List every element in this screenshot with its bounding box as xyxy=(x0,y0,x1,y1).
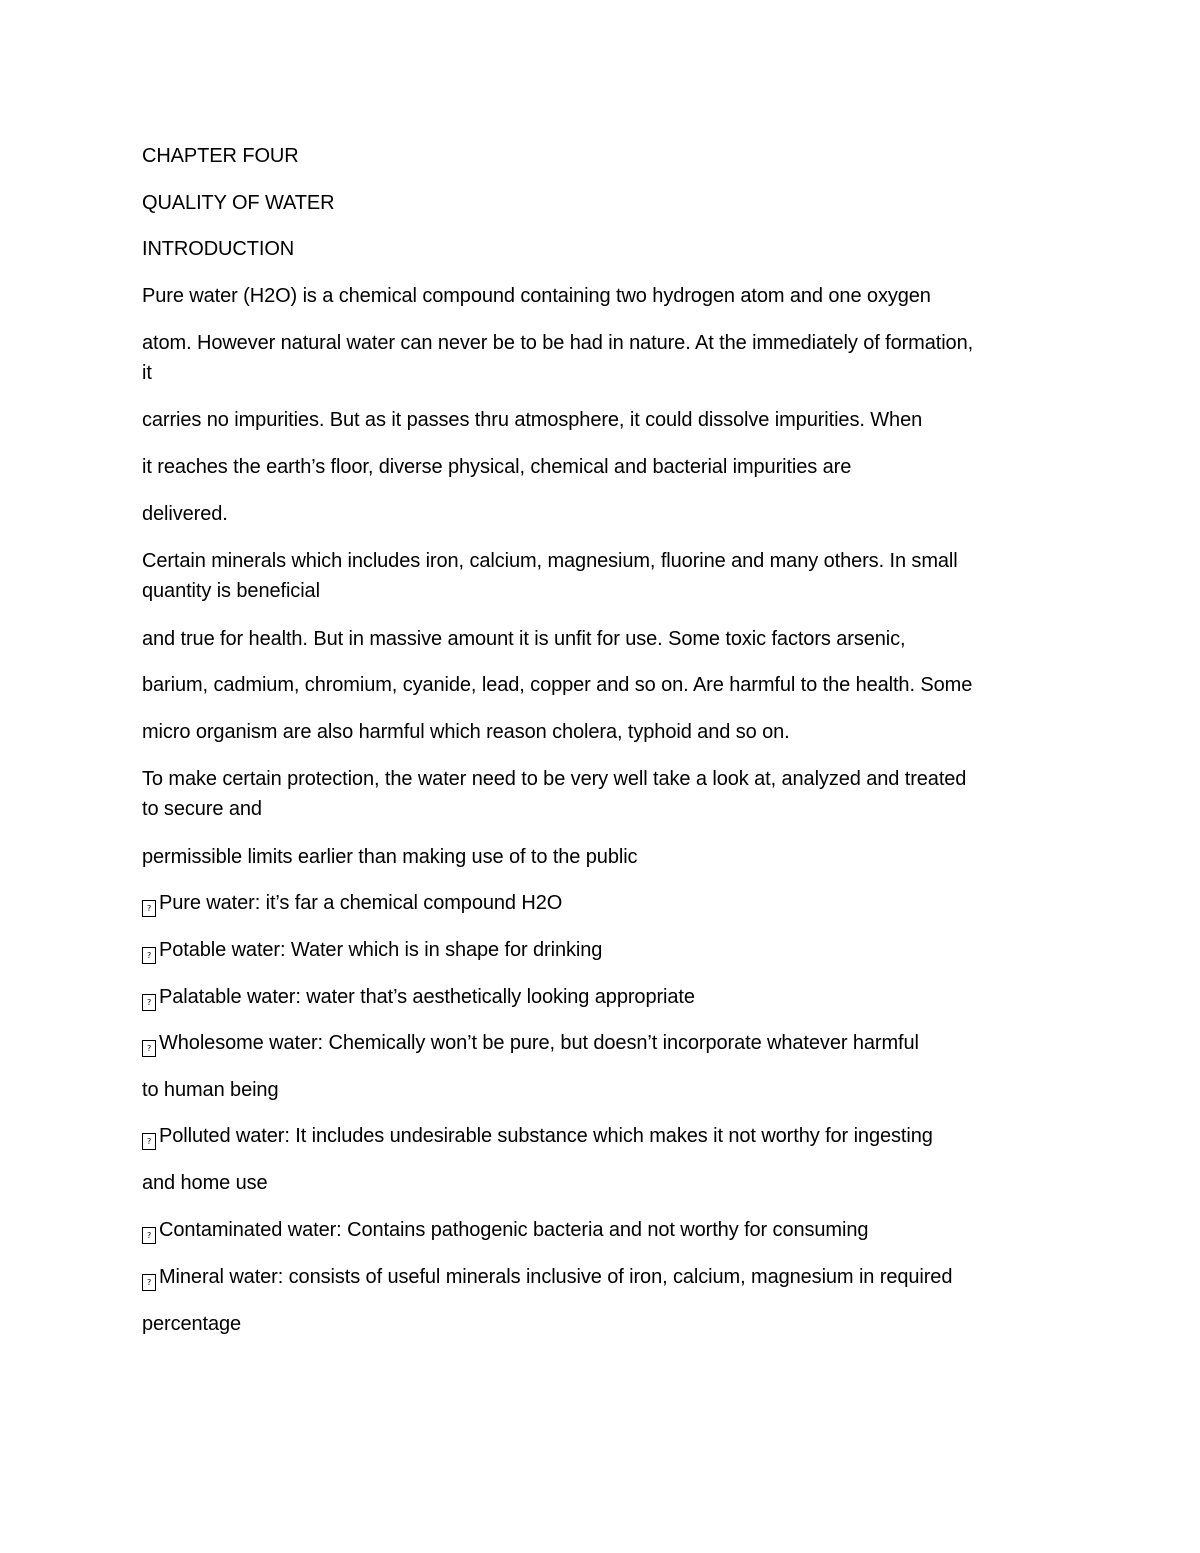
list-item-text: Wholesome water: Chemically won’t be pure, but doesn’t incorporate whatever harmful xyxy=(159,1032,919,1054)
list-item xyxy=(142,1215,1072,1245)
list-item-text: Contaminated water: Contains pathogenic bacteria and not worthy for consuming xyxy=(159,1219,869,1241)
list-item-text: Polluted water: It includes undesirable substance which makes it not worthy for ingesting xyxy=(159,1125,933,1147)
paragraph-line: Certain minerals which includes iron, calcium, magnesium, fluorine and many others. In small xyxy=(142,550,958,572)
page-title: QUALITY OF WATER xyxy=(142,192,335,214)
paragraph-line: quantity is beneficial xyxy=(142,580,320,602)
list-item xyxy=(142,888,1072,918)
missing-glyph-icon: ? xyxy=(142,1227,156,1244)
missing-glyph-icon: ? xyxy=(142,1133,156,1150)
list-item xyxy=(142,1262,1072,1292)
list-item xyxy=(142,935,1072,965)
paragraph-line: and true for health. But in massive amount it is unfit for use. Some toxic factors arsenic, xyxy=(142,628,906,650)
missing-glyph-icon: ? xyxy=(142,994,156,1011)
list-item xyxy=(142,1121,1072,1151)
chapter-heading: CHAPTER FOUR xyxy=(142,145,299,167)
paragraph-line: Pure water (H2O) is a chemical compound containing two hydrogen atom and one oxygen xyxy=(142,285,931,307)
missing-glyph-icon: ? xyxy=(142,1040,156,1057)
list-item-continuation: and home use xyxy=(142,1172,268,1194)
paragraph-line: To make certain protection, the water need to be very well take a look at, analyzed and treated xyxy=(142,768,967,790)
missing-glyph-icon: ? xyxy=(142,1274,156,1291)
paragraph-line: permissible limits earlier than making use of to the public xyxy=(142,846,638,868)
paragraph-line: barium, cadmium, chromium, cyanide, lead, copper and so on. Are harmful to the health. Some xyxy=(142,674,973,696)
paragraph-line: it reaches the earth’s floor, diverse physical, chemical and bacterial impurities are xyxy=(142,456,852,478)
missing-glyph-icon: ? xyxy=(142,947,156,964)
list-item-text: Potable water: Water which is in shape for drinking xyxy=(159,939,603,961)
list-item xyxy=(142,982,1072,1012)
paragraph-line: atom. However natural water can never be to be had in nature. At the immediately of formation, xyxy=(142,332,974,354)
list-item xyxy=(142,1028,1072,1058)
paragraph-line: to secure and xyxy=(142,798,262,820)
paragraph-line: carries no impurities. But as it passes thru atmosphere, it could dissolve impurities. When xyxy=(142,409,923,431)
list-item-text: Palatable water: water that’s aesthetically looking appropriate xyxy=(159,986,695,1008)
paragraph-line: delivered. xyxy=(142,503,228,525)
paragraph-line: micro organism are also harmful which reason cholera, typhoid and so on. xyxy=(142,721,790,743)
list-item-continuation: to human being xyxy=(142,1079,279,1101)
list-item-text: Pure water: it’s far a chemical compound H2O xyxy=(159,892,563,914)
list-item-continuation: percentage xyxy=(142,1313,242,1335)
section-heading: INTRODUCTION xyxy=(142,238,295,260)
paragraph-line: it xyxy=(142,362,152,384)
list-item-text: Mineral water: consists of useful minerals inclusive of iron, calcium, magnesium in required xyxy=(159,1266,953,1288)
missing-glyph-icon: ? xyxy=(142,900,156,917)
